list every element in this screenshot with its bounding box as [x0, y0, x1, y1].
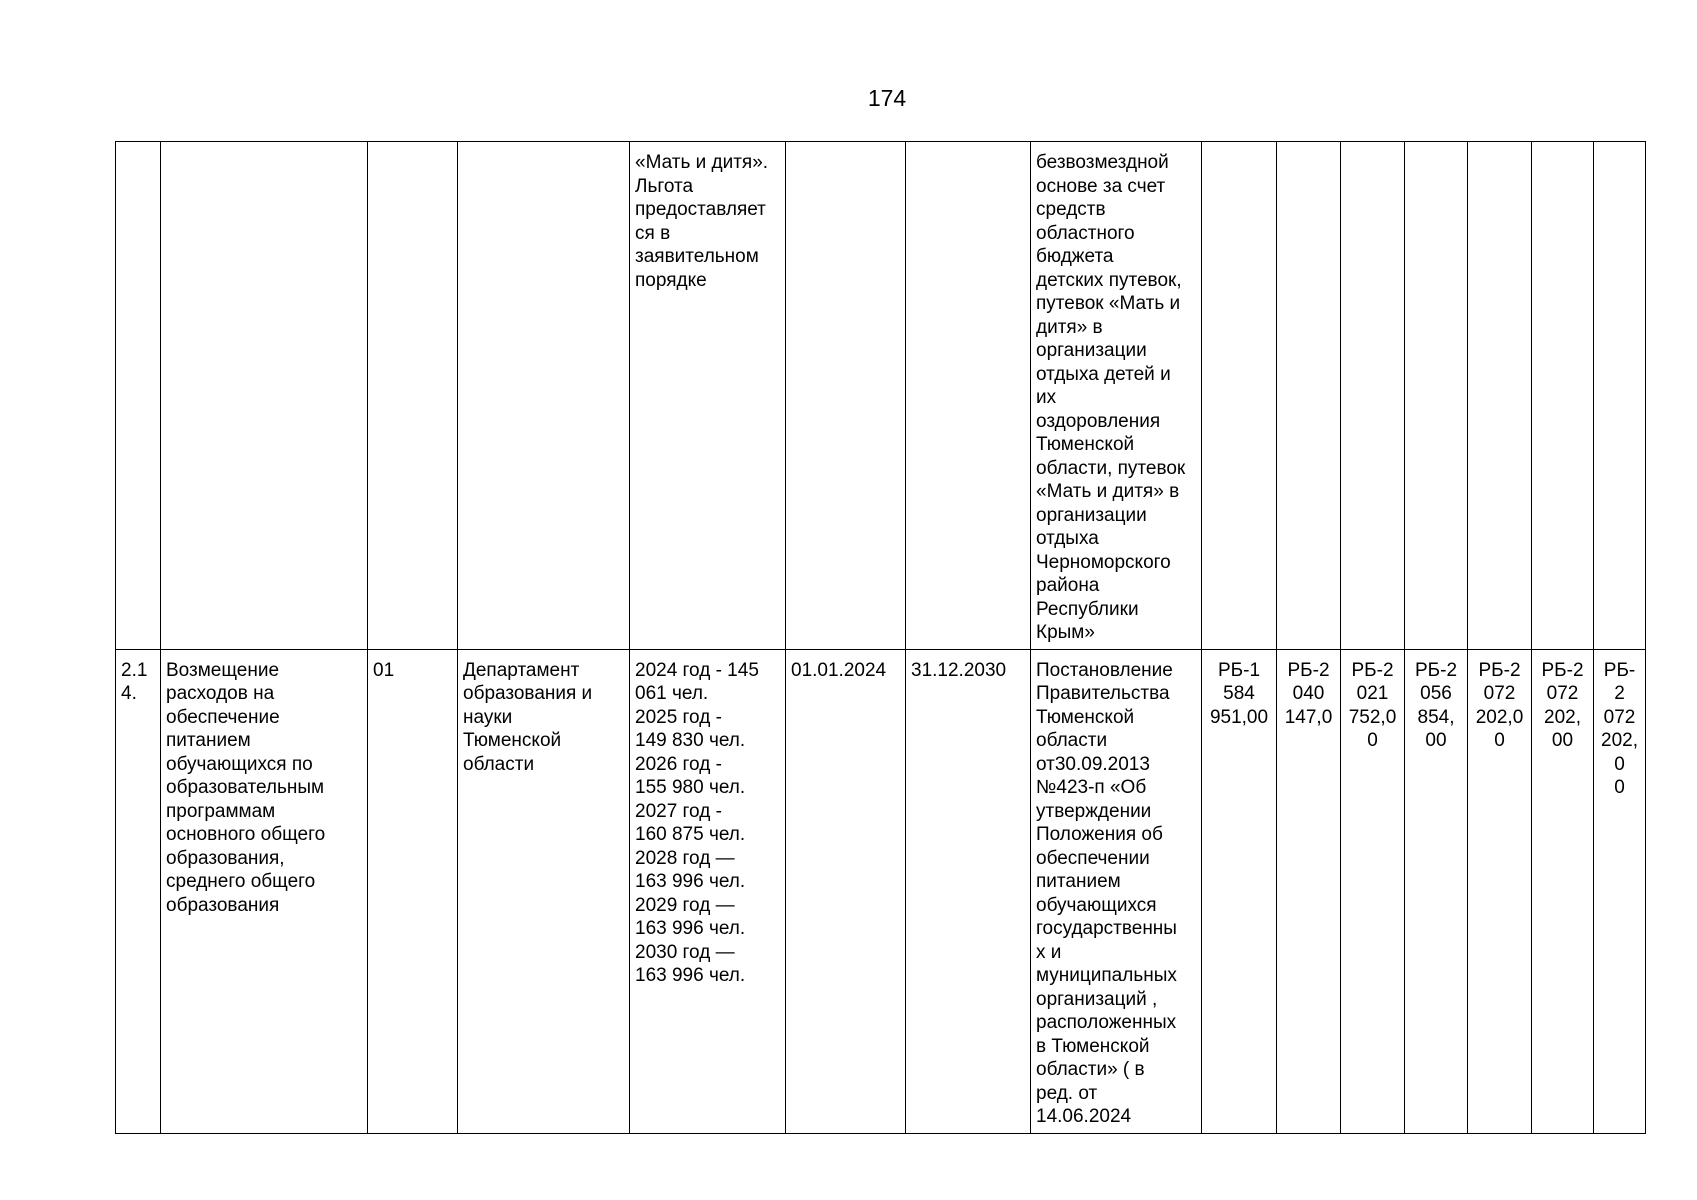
cell-funding — [1277, 142, 1341, 650]
measures-table — [115, 141, 1646, 1134]
cell-funding — [1468, 142, 1532, 650]
cell-number — [116, 142, 161, 650]
cell-code: 01 — [368, 649, 458, 1133]
cell-funding: РБ-1 584 951,00 — [1202, 649, 1277, 1133]
cell-legal-basis: безвозмездной основе за счет средств областного бюджета детских путевок, путевок «Мать и дитя» в организации отдыха детей и их оздоровления Тюменской области, путевок «Мать и дитя» в организации отдыха Черноморского района Республики Крым» — [1031, 142, 1202, 650]
cell-funding: РБ-2 040 147,0 — [1277, 649, 1341, 1133]
cell-indicator: «Мать и дитя». Льгота предоставляет ся в заявительном порядке — [630, 142, 786, 650]
cell-funding: РБ-2 056 854, 00 — [1405, 649, 1468, 1133]
cell-responsible: Департамент образования и науки Тюменской области — [458, 649, 630, 1133]
cell-end-date: 31.12.2030 — [906, 649, 1031, 1133]
cell-funding — [1532, 142, 1594, 650]
cell-funding: РБ-2 021 752,0 0 — [1341, 649, 1405, 1133]
cell-funding: РБ-2 072 202,0 0 — [1594, 649, 1646, 1133]
cell-responsible — [458, 142, 630, 650]
cell-funding: РБ-2 072 202, 00 — [1532, 649, 1594, 1133]
cell-code — [368, 142, 458, 650]
table-row — [116, 142, 1646, 650]
cell-funding: РБ-2 072 202,0 0 — [1468, 649, 1532, 1133]
page-number: 174 — [867, 85, 907, 111]
cell-measure-name: Возмещение расходов на обеспечение питанием обучающихся по образовательным программам основного общего образования, среднего общего образования — [161, 649, 368, 1133]
cell-indicator: 2024 год - 145 061 чел. 2025 год - 149 830 чел. 2026 год - 155 980 чел. 2027 год - 160 875 чел. 2028 год — 163 996 чел. 2029 год — 163 996 чел. 2030 год — 163 996 чел. — [630, 649, 786, 1133]
cell-start-date — [786, 142, 906, 650]
cell-funding — [1341, 142, 1405, 650]
cell-end-date — [906, 142, 1031, 650]
cell-funding — [1594, 142, 1646, 650]
cell-start-date: 01.01.2024 — [786, 649, 906, 1133]
table-row — [116, 649, 1646, 1133]
cell-funding — [1202, 142, 1277, 650]
cell-funding — [1405, 142, 1468, 650]
cell-measure-name — [161, 142, 368, 650]
cell-legal-basis: Постановление Правительства Тюменской области от30.09.2013 №423-п «Об утверждении Положения об обеспечении питанием обучающихся государственны х и муниципальных организаций , расположенных в Тюменской области» ( в ред. от 14.06.2024 — [1031, 649, 1202, 1133]
cell-number: 2.1 4. — [116, 649, 161, 1133]
